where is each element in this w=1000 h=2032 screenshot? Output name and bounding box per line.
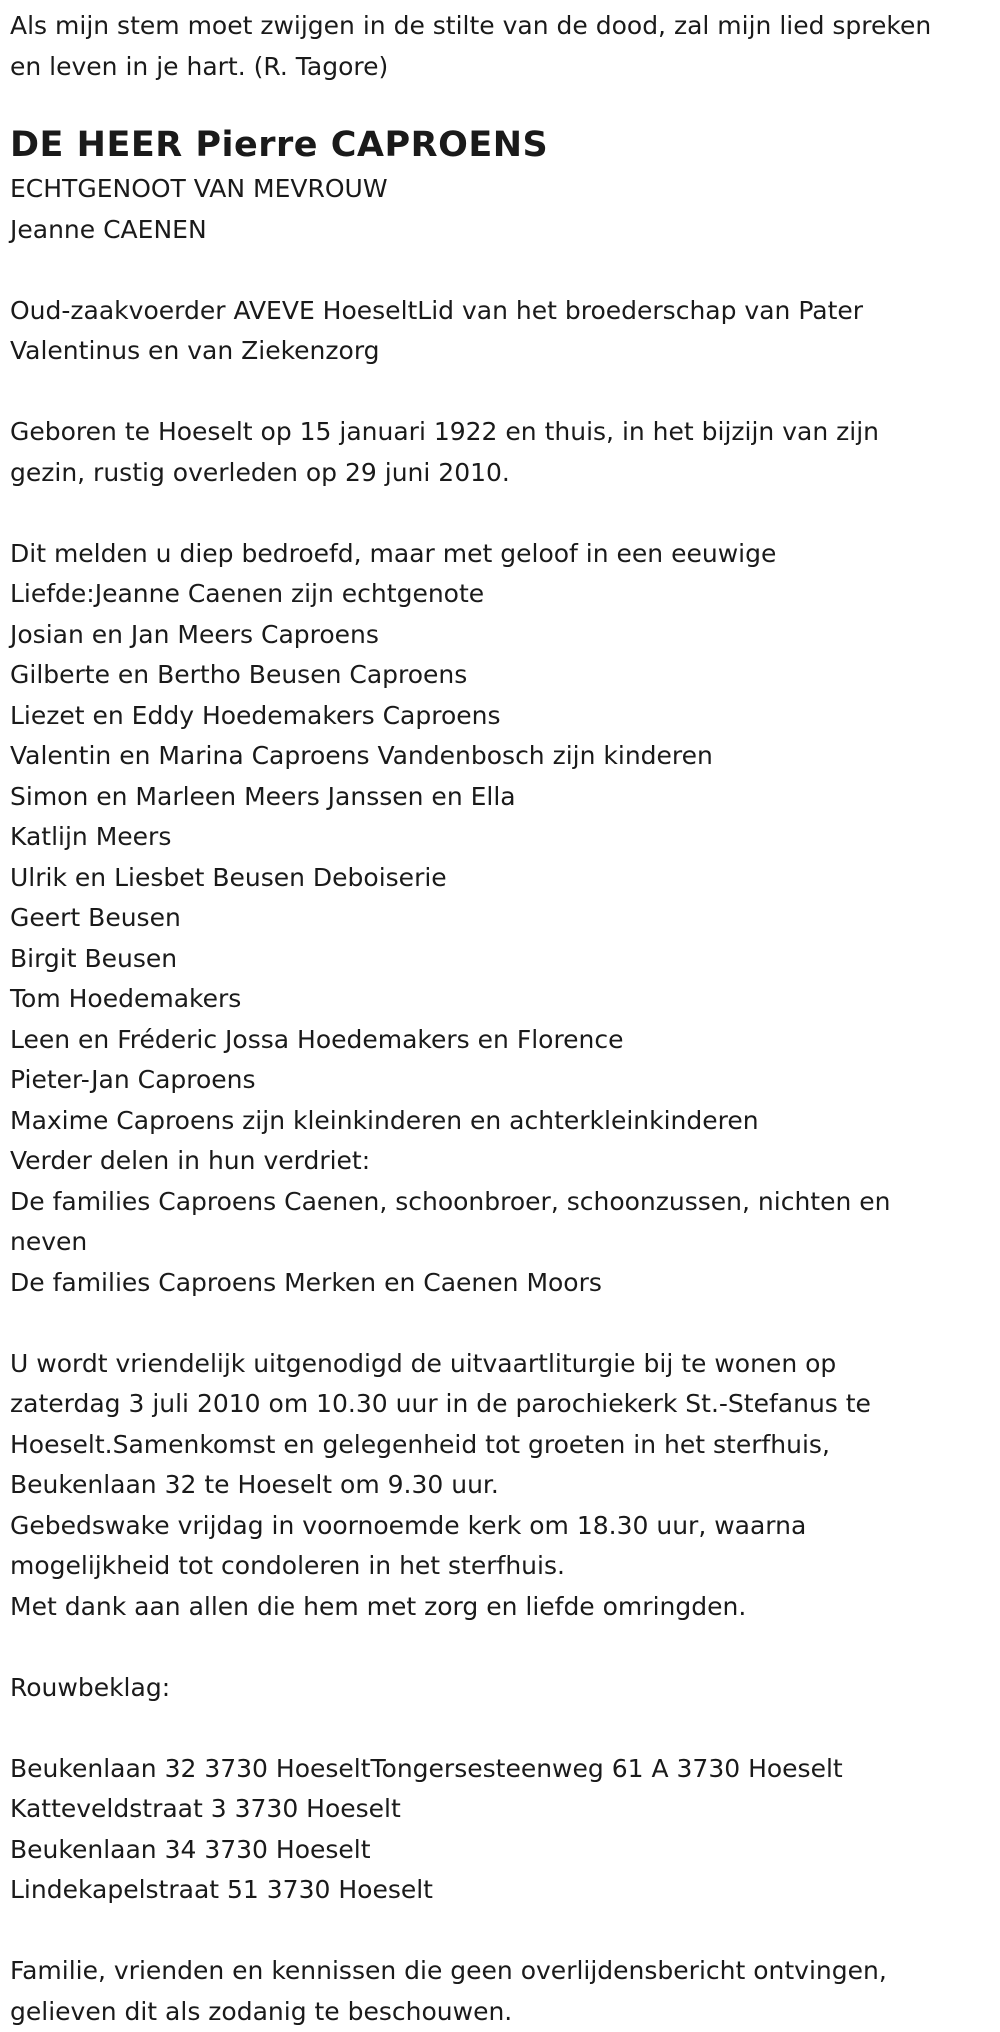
family-line: Pieter-Jan Caproens — [10, 1060, 992, 1101]
spacer — [10, 493, 992, 534]
closing-line: Familie, vrienden en kennissen die geen overlijdensbericht ontvingen, — [10, 1951, 992, 1992]
spacer — [10, 250, 992, 291]
family-line: Josian en Jan Meers Caproens — [10, 615, 992, 656]
address-line: Beukenlaan 32 3730 HoeseltTongersesteenweg 61 A 3730 Hoeselt — [10, 1749, 992, 1790]
family-line: De families Caproens Merken en Caenen Moors — [10, 1263, 992, 1304]
birth-death-block — [10, 412, 992, 493]
spacer — [10, 1303, 992, 1344]
closing-block — [10, 1951, 992, 2032]
family-line: Maxime Caproens zijn kleinkinderen en achterkleinkinderen — [10, 1101, 992, 1142]
spouse-line: ECHTGENOOT VAN MEVROUW — [10, 169, 992, 210]
spouse-name: Jeanne CAENEN — [10, 210, 992, 251]
deceased-name-title: DE HEER Pierre CAPROENS — [10, 125, 992, 165]
quote-line: en leven in je hart. (R. Tagore) — [10, 47, 992, 88]
family-line: Geert Beusen — [10, 898, 992, 939]
spacer — [10, 1627, 992, 1668]
funeral-line: Beukenlaan 32 te Hoeselt om 9.30 uur. — [10, 1465, 992, 1506]
spacer — [10, 1911, 992, 1952]
funeral-line: Hoeselt.Samenkomst en gelegenheid tot groeten in het sterfhuis, — [10, 1425, 992, 1466]
spacer — [10, 372, 992, 413]
quote-line: Als mijn stem moet zwijgen in de stilte van de dood, zal mijn lied spreken — [10, 6, 992, 47]
family-line: Verder delen in hun verdriet: — [10, 1141, 992, 1182]
family-line: De families Caproens Caenen, schoonbroer, schoonzussen, nichten en — [10, 1182, 992, 1223]
quote-block — [10, 6, 992, 87]
family-line: Liefde:Jeanne Caenen zijn echtgenote — [10, 574, 992, 615]
family-line: Tom Hoedemakers — [10, 979, 992, 1020]
funeral-line: U wordt vriendelijk uitgenodigd de uitvaartliturgie bij te wonen op — [10, 1344, 992, 1385]
birth-death-line: Geboren te Hoeselt op 15 januari 1922 en thuis, in het bijzijn van zijn — [10, 412, 992, 453]
funeral-line: zaterdag 3 juli 2010 om 10.30 uur in de parochiekerk St.-Stefanus te — [10, 1384, 992, 1425]
spouse-block — [10, 169, 992, 250]
family-line: Valentin en Marina Caproens Vandenbosch zijn kinderen — [10, 736, 992, 777]
closing-line: gelieven dit als zodanig te beschouwen. — [10, 1992, 992, 2032]
function-line: Valentinus en van Ziekenzorg — [10, 331, 992, 372]
funeral-line: mogelijkheid tot condoleren in het sterfhuis. — [10, 1546, 992, 1587]
family-line: Liezet en Eddy Hoedemakers Caproens — [10, 696, 992, 737]
funeral-block — [10, 1344, 992, 1628]
family-line: Dit melden u diep bedroefd, maar met geloof in een eeuwige — [10, 534, 992, 575]
address-line: Lindekapelstraat 51 3730 Hoeselt — [10, 1870, 992, 1911]
function-block — [10, 291, 992, 372]
spacer — [10, 1708, 992, 1749]
family-line: Gilberte en Bertho Beusen Caproens — [10, 655, 992, 696]
birth-death-line: gezin, rustig overleden op 29 juni 2010. — [10, 453, 992, 494]
family-block — [10, 534, 992, 1304]
address-line: Beukenlaan 34 3730 Hoeselt — [10, 1830, 992, 1871]
funeral-line: Met dank aan allen die hem met zorg en liefde omringden. — [10, 1587, 992, 1628]
function-line: Oud-zaakvoerder AVEVE HoeseltLid van het broederschap van Pater — [10, 291, 992, 332]
family-line: Ulrik en Liesbet Beusen Deboiserie — [10, 858, 992, 899]
family-line: neven — [10, 1222, 992, 1263]
funeral-line: Gebedswake vrijdag in voornoemde kerk om 18.30 uur, waarna — [10, 1506, 992, 1547]
address-line: Katteveldstraat 3 3730 Hoeselt — [10, 1789, 992, 1830]
family-line: Leen en Fréderic Jossa Hoedemakers en Florence — [10, 1020, 992, 1061]
address-block — [10, 1749, 992, 1911]
family-line: Birgit Beusen — [10, 939, 992, 980]
family-line: Simon en Marleen Meers Janssen en Ella — [10, 777, 992, 818]
condolence-label: Rouwbeklag: — [10, 1668, 992, 1709]
family-line: Katlijn Meers — [10, 817, 992, 858]
